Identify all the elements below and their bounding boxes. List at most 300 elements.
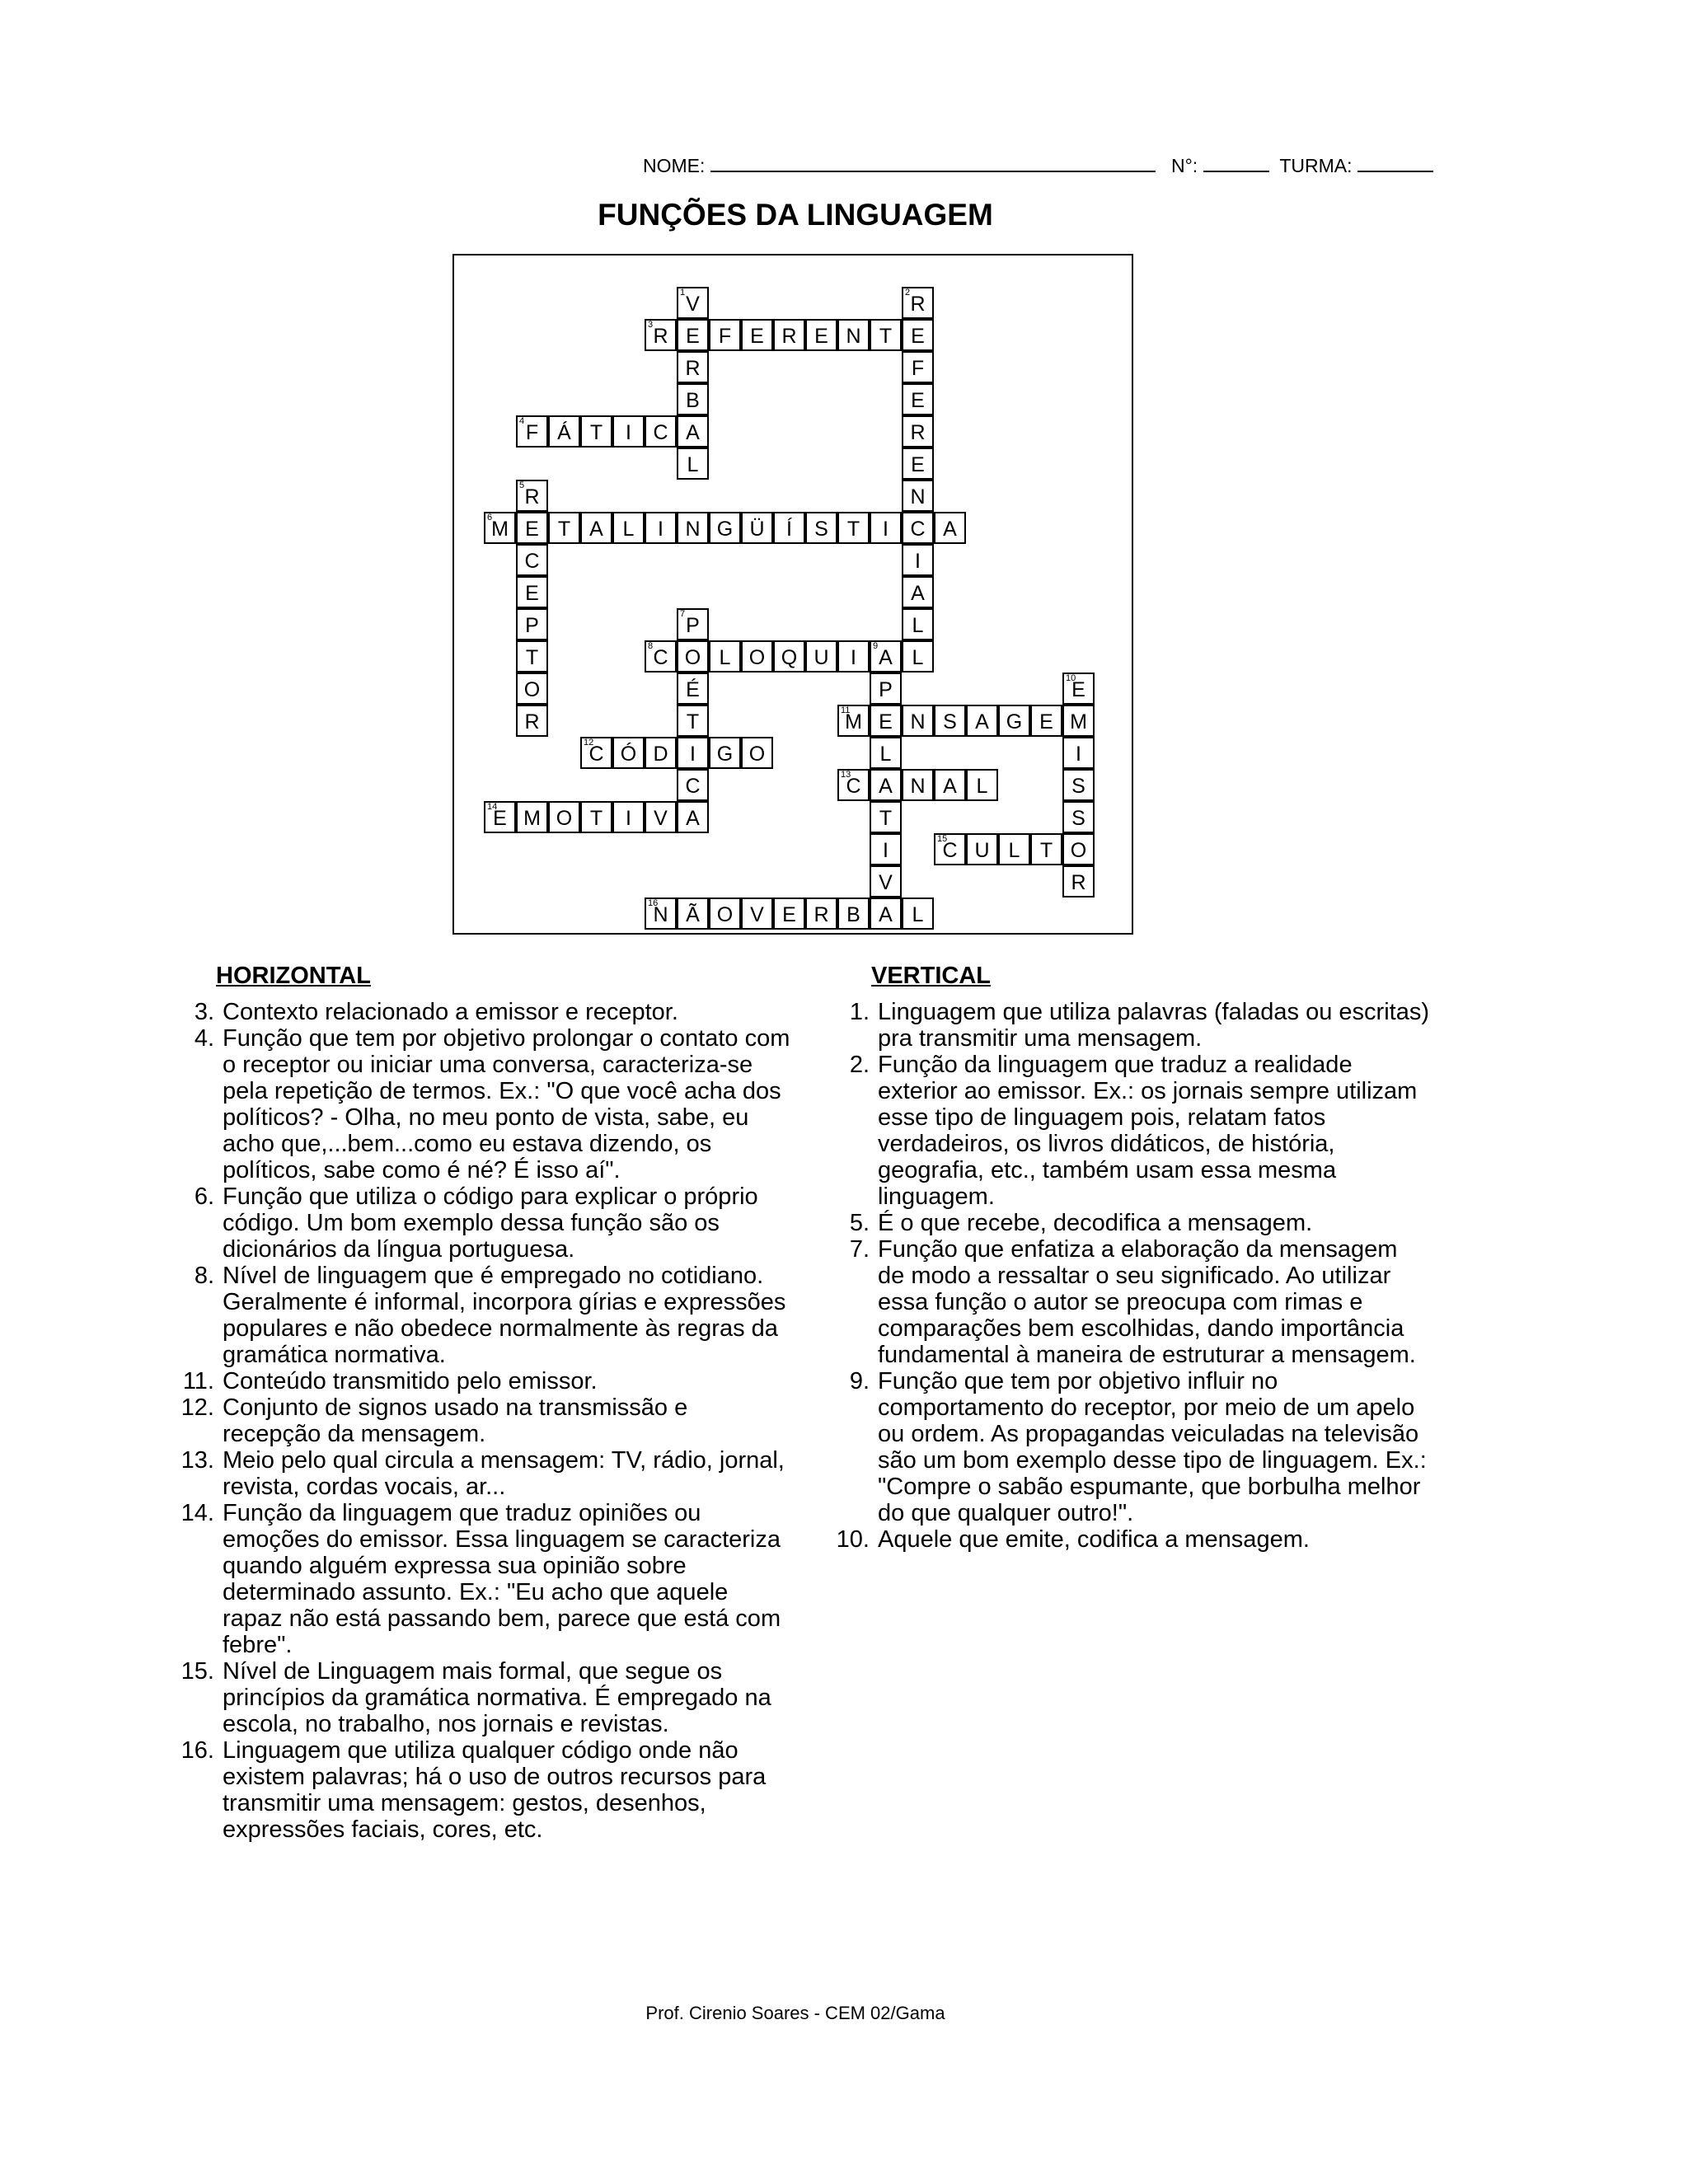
cell-letter: S [1071,807,1085,830]
cell-letter: D [653,743,668,766]
cell-letter: E [525,582,539,605]
footer-credit: Prof. Cirenio Soares - CEM 02/Gama [645,2003,945,2023]
cell-letter: A [879,646,893,669]
clue-text: Linguagem que utiliza palavras (faladas ou escritas) pra transmitir uma mensagem. [878,999,1429,1052]
cell-letter: S [814,518,828,541]
clue-number: 10. [836,1526,870,1553]
crossword-cell[interactable] [580,801,612,833]
cell-letter: R [524,710,540,733]
crossword-cell[interactable] [612,415,645,448]
cell-letter: M [1070,710,1087,733]
cell-letter: F [718,325,732,348]
crossword-cell[interactable] [741,512,773,544]
cell-number: 14 [487,802,498,812]
cell-letter: R [685,357,701,380]
crossword-cell[interactable] [902,898,934,930]
clue-text: Nível de Linguagem mais formal, que segue os princípios da gramática normativa. É empregado na escola, no trabalho, nos jornais e revistas. [223,1658,771,1737]
cell-number: 4 [519,416,525,426]
vertical-clue [820,1210,1430,1236]
crossword-cell[interactable] [870,705,902,737]
crossword-cell[interactable] [645,640,677,673]
crossword-cell[interactable] [934,512,966,544]
cell-number: 15 [937,834,948,844]
horizontal-clue [165,1263,791,1368]
crossword-cell[interactable] [837,898,870,930]
crossword-cell[interactable] [548,801,580,833]
crossword-grid [452,254,1133,935]
crossword-cell[interactable] [1062,801,1095,833]
crossword-cell[interactable] [677,287,709,319]
cell-letter: T [589,421,603,444]
crossword-cell[interactable] [709,640,741,673]
cell-letter: M [491,518,509,541]
cell-letter: A [943,775,957,798]
numero-field[interactable] [1203,156,1269,172]
crossword-cell[interactable] [902,448,934,480]
cell-letter: T [1039,839,1053,862]
cell-letter: L [622,518,635,541]
cell-letter: A [686,421,700,444]
clue-text: Função que utiliza o código para explicar o próprio código. Um bom exemplo dessa função são os dicionários da língua portuguesa. [223,1183,758,1263]
vertical-clue-list [820,999,1430,1553]
cell-letter: O [523,678,541,701]
vertical-clue [820,999,1430,1052]
crossword-cell[interactable] [870,801,902,833]
clue-text: Aquele que emite, codifica a mensagem. [878,1526,1310,1553]
cell-letter: F [525,421,539,444]
cell-letter: N [910,485,926,509]
crossword-cell[interactable] [516,480,548,512]
crossword-cell[interactable] [677,673,709,705]
cell-number: 8 [648,641,654,651]
crossword-cell[interactable] [741,319,773,351]
horizontal-clue [165,1183,791,1263]
cell-number: 6 [487,513,493,523]
crossword-cell[interactable] [902,640,934,673]
cell-letter: Q [781,646,798,669]
crossword-cell[interactable] [773,898,805,930]
horizontal-clue [165,1447,791,1500]
clue-text: Conjunto de signos usado na transmissão e recepção da mensagem. [223,1394,688,1447]
crossword-cell[interactable] [516,640,548,673]
crossword-cell[interactable] [870,865,902,898]
cell-letter: Ó [620,743,637,766]
crossword-cell[interactable] [870,673,902,705]
cell-letter: N [653,903,668,926]
vertical-clue [820,1236,1430,1368]
cell-letter: L [719,646,731,669]
nome-label: NOME: [643,155,706,176]
horizontal-clue [165,1368,791,1394]
crossword-cell[interactable] [677,608,709,640]
crossword-cell[interactable] [645,737,677,769]
clue-number: 13. [181,1447,214,1474]
crossword-cell[interactable] [741,640,773,673]
crossword-cell[interactable] [773,319,805,351]
crossword-cell[interactable] [870,737,902,769]
cell-letter: E [525,518,539,541]
crossword-cell[interactable] [870,769,902,801]
crossword-cell[interactable] [677,512,709,544]
crossword-cell[interactable] [677,640,709,673]
crossword-cell[interactable] [677,351,709,383]
cell-letter: I [626,807,631,830]
crossword-cell[interactable] [580,512,612,544]
crossword-cell[interactable] [805,512,837,544]
cell-letter: N [910,710,926,733]
cell-letter: Á [557,421,571,444]
crossword-cell[interactable] [645,319,677,351]
clue-text: Linguagem que utiliza qualquer código onde não existem palavras; há o uso de outros recursos para transmitir uma mensagem: gestos, desenhos, expressões faciais, cores, etc. [223,1737,767,1843]
crossword-cell[interactable] [612,737,645,769]
crossword-cell[interactable] [516,576,548,608]
clue-number: 12. [181,1394,214,1421]
vertical-clues [820,963,1430,1553]
horizontal-clues [165,963,791,1843]
crossword-cell[interactable] [645,415,677,448]
crossword-cell[interactable] [709,319,741,351]
crossword-cell[interactable] [677,737,709,769]
crossword-cell[interactable] [516,544,548,576]
cell-letter: M [523,807,541,830]
cell-letter: R [910,421,926,444]
crossword-cell[interactable] [516,415,548,448]
crossword-cell[interactable] [516,512,548,544]
crossword-cell[interactable] [837,769,870,801]
clue-number: 5. [849,1210,870,1236]
cell-letter: N [910,775,926,798]
crossword-cell[interactable] [677,898,709,930]
cell-number: 11 [841,705,851,715]
crossword-cell[interactable] [934,769,966,801]
cell-number: 13 [841,770,851,780]
cell-letter: L [976,775,988,798]
cell-letter: E [686,325,700,348]
crossword-cell[interactable] [677,319,709,351]
crossword-cell[interactable] [934,705,966,737]
cell-letter: C [685,775,701,798]
cell-letter: C [942,839,958,862]
cell-letter: C [846,775,861,798]
crossword-cell[interactable] [645,898,677,930]
crossword-cell[interactable] [902,287,934,319]
clue-text: Função da linguagem que traduz opiniões ou emoções do emissor. Essa linguagem se caracteriza quando alguém expressa sua opinião sobre determinado assunto. Ex.: "Eu acho que aquele rapaz não está passando bem, parece que está com febre". [223,1500,781,1658]
cell-letter: B [846,903,860,926]
crossword-cell[interactable] [870,833,902,865]
cell-letter: A [879,903,893,926]
crossword-cell[interactable] [1062,865,1095,898]
clue-number: 2. [849,1052,870,1078]
cell-letter: I [915,550,921,573]
turma-label: TURMA: [1279,155,1353,176]
clue-number: 4. [194,1025,214,1052]
cell-letter: O [716,903,734,926]
cell-letter: I [883,839,889,862]
cell-letter: E [782,903,796,926]
crossword-cell[interactable] [902,608,934,640]
cell-letter: A [911,582,925,605]
cell-letter: I [883,518,889,541]
horizontal-heading: HORIZONTAL [216,963,371,989]
crossword-cell[interactable] [902,769,934,801]
cell-letter: O [556,807,573,830]
cell-letter: T [879,807,893,830]
crossword-cell[interactable] [805,640,837,673]
cell-letter: V [686,293,700,316]
crossword-cell[interactable] [870,512,902,544]
crossword-cell[interactable] [773,640,805,673]
crossword-cell[interactable] [709,898,741,930]
cell-letter: U [814,646,829,669]
cell-number: 5 [519,480,525,490]
crossword-cell[interactable] [837,640,870,673]
crossword-cell[interactable] [484,512,516,544]
crossword-cell[interactable] [902,319,934,351]
cell-letter: T [879,325,893,348]
cell-letter: C [653,421,668,444]
crossword-cell[interactable] [805,898,837,930]
vertical-clue [820,1052,1430,1210]
crossword-cell[interactable] [966,705,998,737]
crossword-cell[interactable] [870,640,902,673]
cell-letter: Í [786,518,792,541]
crossword-cell[interactable] [677,383,709,415]
clue-number: 11. [182,1368,214,1394]
cell-number: 3 [648,320,654,330]
clue-text: Contexto relacionado a emissor e receptor. [223,999,678,1025]
cell-number: 1 [680,288,686,298]
cell-letter: A [943,518,957,541]
cell-letter: I [851,646,856,669]
cell-letter: T [525,646,539,669]
clue-number: 16. [181,1737,214,1764]
cell-letter: E [911,325,925,348]
horizontal-clue [165,1737,791,1843]
cell-letter: T [686,710,700,733]
clue-number: 14. [181,1500,214,1526]
clue-text: Função da linguagem que traduz a realidade exterior ao emissor. Ex.: os jornais sempre utilizam esse tipo de linguagem pois, relatam fatos verdadeiros, os livros didáticos, de história, geografia, etc., também usam essa mesma linguagem. [878,1052,1418,1210]
cell-letter: L [1008,839,1020,862]
vertical-clue [820,1368,1430,1526]
crossword-cell[interactable] [837,319,870,351]
cell-letter: E [814,325,828,348]
cell-letter: O [748,743,766,766]
crossword-cell[interactable] [966,769,998,801]
cell-number: 9 [873,641,879,651]
cell-letter: L [912,614,924,637]
cell-letter: R [653,325,668,348]
cell-letter: C [588,743,604,766]
crossword-cell[interactable] [1062,769,1095,801]
crossword-cell[interactable] [1062,737,1095,769]
cell-number: 2 [905,288,911,298]
crossword-cell[interactable] [1062,705,1095,737]
cell-letter: I [658,518,663,541]
crossword-cell[interactable] [773,512,805,544]
cell-letter: T [557,518,571,541]
cell-letter: G [716,743,734,766]
cell-letter: A [879,775,893,798]
cell-letter: T [846,518,860,541]
cell-letter: O [684,646,701,669]
crossword-cell[interactable] [805,319,837,351]
crossword-cell[interactable] [516,801,548,833]
crossword-cell[interactable] [902,705,934,737]
cell-letter: O [1070,839,1087,862]
crossword-cell[interactable] [837,705,870,737]
crossword-cell[interactable] [516,673,548,705]
cell-letter: S [1071,775,1085,798]
crossword-cell[interactable] [902,351,934,383]
cell-letter: L [912,903,924,926]
cell-letter: C [653,646,668,669]
clue-number: 3. [194,999,214,1025]
crossword-cell[interactable] [902,383,934,415]
crossword-cell[interactable] [902,544,934,576]
clue-text: Nível de linguagem que é empregado no cotidiano. Geralmente é informal, incorpora gírias e expressões populares e não obedece normalmente às regras da gramática normativa. [223,1263,786,1368]
horizontal-clue [165,1394,791,1447]
cell-number: 16 [648,898,659,908]
crossword-cell[interactable] [870,319,902,351]
numero-label: N°: [1170,155,1198,176]
cell-letter: E [879,710,893,733]
cell-letter: U [974,839,990,862]
cell-letter: E [911,453,925,476]
cell-letter: I [1076,743,1081,766]
horizontal-clue [165,1658,791,1737]
horizontal-clue [165,999,791,1025]
cell-letter: E [750,325,764,348]
cell-letter: R [814,903,829,926]
clue-text: Conteúdo transmitido pelo emissor. [223,1368,598,1394]
cell-letter: E [1071,678,1085,701]
clue-number: 7. [849,1236,870,1263]
cell-letter: S [943,710,957,733]
cell-letter: C [910,518,926,541]
crossword-cell[interactable] [677,769,709,801]
clue-text: Função que tem por objetivo prolongar o contato com o receptor ou iniciar uma conversa, caracteriza-se pela repetição de termos. Ex.: "O que você acha dos políticos? - Olha, no meu ponto de vista, sabe, eu acho que,...bem...como eu estava dizendo, os políticos, sabe como é né? É isso aí". [223,1025,790,1183]
crossword-cell[interactable] [902,576,934,608]
page-title: FUNÇÕES DA LINGUAGEM [598,198,993,232]
cell-letter: V [879,871,893,894]
cell-letter: V [654,807,668,830]
nome-field[interactable] [710,156,1156,172]
student-info-line [643,155,1433,177]
cell-letter: E [911,389,925,412]
crossword-cell[interactable] [837,512,870,544]
cell-letter: P [686,614,700,637]
cell-letter: P [879,678,893,701]
cell-number: 7 [680,609,686,619]
cell-letter: M [845,710,862,733]
cell-letter: G [716,518,734,541]
cell-letter: Ü [749,518,765,541]
crossword-cell[interactable] [612,801,645,833]
cell-letter: L [912,646,924,669]
clue-text: Função que tem por objetivo influir no comportamento do receptor, por meio de um apelo ou ordem. As propagandas veiculadas na televisão são um bom exemplo desse tipo de linguagem. Ex.: "Compre o sabão espumante, que borbulha melhor do que qualquer outro!". [878,1368,1427,1526]
crossword-cell[interactable] [548,512,580,544]
crossword-cell[interactable] [741,737,773,769]
crossword-cell[interactable] [1062,833,1095,865]
cell-letter: E [1039,710,1053,733]
cell-letter: G [1006,710,1023,733]
cell-letter: C [524,550,540,573]
crossword-cell[interactable] [902,480,934,512]
cell-letter: I [690,743,696,766]
vertical-clue [820,1526,1430,1553]
cell-letter: F [911,357,925,380]
cell-number: 10 [1066,673,1076,683]
crossword-cell[interactable] [677,705,709,737]
crossword-cell[interactable] [516,705,548,737]
crossword-cell[interactable] [934,833,966,865]
crossword-cell[interactable] [580,415,612,448]
crossword-cell[interactable] [677,801,709,833]
crossword-cell[interactable] [709,512,741,544]
crossword-cell[interactable] [612,512,645,544]
cell-letter: R [1071,871,1086,894]
crossword-cell[interactable] [484,801,516,833]
crossword-cell[interactable] [645,512,677,544]
cell-letter: A [975,710,989,733]
cell-letter: L [879,743,892,766]
horizontal-clue [165,1025,791,1183]
crossword-cell[interactable] [1062,673,1095,705]
turma-field[interactable] [1357,156,1433,172]
cell-letter: O [748,646,766,669]
cell-letter: R [910,293,926,316]
cell-letter: R [781,325,797,348]
crossword-cell[interactable] [1030,833,1062,865]
cell-letter: V [750,903,764,926]
horizontal-clue [165,1500,791,1658]
crossword-cell[interactable] [902,512,934,544]
clue-number: 9. [849,1368,870,1394]
crossword-cell[interactable] [580,737,612,769]
crossword-cell[interactable] [998,833,1030,865]
cell-letter: N [846,325,861,348]
crossword-cell[interactable] [902,415,934,448]
cell-letter: E [493,807,507,830]
cell-letter: É [686,678,700,701]
crossword-cell[interactable] [1030,705,1062,737]
vertical-heading: VERTICAL [871,963,991,989]
cell-letter: P [525,614,539,637]
crossword-cell[interactable] [516,608,548,640]
crossword-cell[interactable] [966,833,998,865]
crossword-cell[interactable] [548,415,580,448]
cell-number: 12 [584,738,594,748]
clue-number: 15. [181,1658,214,1685]
cell-letter: Ã [686,903,700,926]
cell-letter: A [686,807,700,830]
clue-text: Função que enfatiza a elaboração da mensagem de modo a ressaltar o seu significado. Ao utilizar essa função o autor se preocupa com rimas e comparações bem escolhidas, dando importância fundamental à maneira de estruturar a mensagem. [878,1236,1416,1368]
cell-letter: L [687,453,699,476]
crossword-cell[interactable] [677,415,709,448]
cell-letter: R [524,485,540,509]
clue-number: 1. [849,999,870,1025]
clue-number: 8. [194,1263,214,1289]
crossword-cell[interactable] [709,737,741,769]
crossword-cell[interactable] [870,898,902,930]
crossword-cell[interactable] [645,801,677,833]
cell-letter: A [589,518,603,541]
crossword-cell[interactable] [677,448,709,480]
crossword-cell[interactable] [998,705,1030,737]
clue-text: Meio pelo qual circula a mensagem: TV, rádio, jornal, revista, cordas vocais, ar... [223,1447,785,1500]
clue-number: 6. [194,1183,214,1210]
crossword-cell[interactable] [741,898,773,930]
